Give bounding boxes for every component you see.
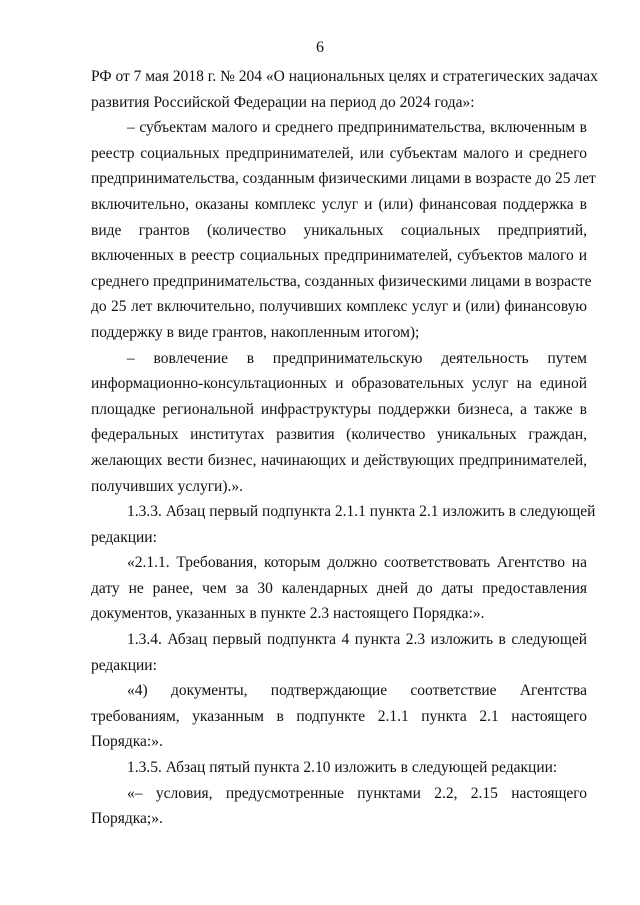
text-line: – вовлечение в предпринимательскую деятельность путем [127,349,587,367]
paragraph-amendment-1-3-5 [91,755,587,781]
text-line: Порядка;». [91,810,163,828]
paragraph-amendment-1-3-3 [91,499,596,550]
text-line: редакции: [91,656,157,674]
text-line: 1.3.4. Абзац первый подпункта 4 пункта 2.3 изложить в следующей [127,631,587,649]
paragraph-requirements-2-1-1 [91,550,587,627]
text-line: предпринимательства, созданным физическими лицами в возрасте до 25 лет [91,170,596,188]
text-line: информационно-консультационных и образовательных услуг на единой [91,375,587,393]
paragraph-sme-support [91,115,596,345]
paragraph-amendment-1-3-4 [91,627,587,678]
text-line: дату не ранее, чем за 30 календарных дней до даты предоставления [91,579,587,597]
text-line: требованиям, указанным в подпункте 2.1.1 пункта 2.1 настоящего [91,707,587,725]
text-line: «4) документы, подтверждающие соответствие Агентства [127,682,587,700]
text-line: включенных в реестр социальных предпринимателей, субъектов малого и [91,247,587,265]
paragraph-documents-4 [91,678,587,755]
text-line: – субъектам малого и среднего предпринимательства, включенным в [127,119,587,137]
text-line: виде грантов (количество уникальных социальных предприятий, [91,221,587,239]
text-line: до 25 лет включительно, получивших комплекс услуг и (или) финансовую [91,298,587,316]
text-line: редакции: [91,528,157,546]
page-number: 6 [316,39,324,56]
text-line: документов, указанных в пункте 2.3 настоящего Порядка:». [91,605,485,623]
text-line: реестр социальных предпринимателей, или субъектам малого и среднего [91,144,587,162]
text-line: поддержку в виде грантов, накопленным итогом); [91,323,420,341]
paragraph-entrepreneurship-involvement [91,346,587,500]
text-line: развития Российской Федерации на период до 2024 года»: [91,93,475,111]
text-line: 1.3.5. Абзац пятый пункта 2.10 изложить в следующей редакции: [127,759,558,777]
text-line: РФ от 7 мая 2018 г. № 204 «О национальных целях и стратегических задачах [91,68,598,85]
document-body [91,64,598,832]
text-line: включительно, оказаны комплекс услуг и (или) финансовая поддержка в [91,195,587,213]
text-line: «– условия, предусмотренные пунктами 2.2, 2.15 настоящего [127,784,587,802]
paragraph-decree-reference [91,64,598,115]
text-line: площадке региональной инфраструктуры поддержки бизнеса, а также в [91,400,587,418]
text-line: «2.1.1. Требования, которым должно соответствовать Агентство на [127,554,587,572]
text-line: федеральных институтах развития (количество уникальных граждан, [91,426,587,444]
text-line: Порядка:». [91,733,163,751]
text-line: получивших услуги).». [91,477,244,495]
text-line: 1.3.3. Абзац первый подпункта 2.1.1 пункта 2.1 изложить в следующей [127,503,596,521]
text-line: среднего предпринимательства, созданных физическими лицами в возрасте [91,272,592,290]
text-line: желающих вести бизнес, начинающих и действующих предпринимателей, [91,451,587,469]
paragraph-conditions [91,781,587,832]
